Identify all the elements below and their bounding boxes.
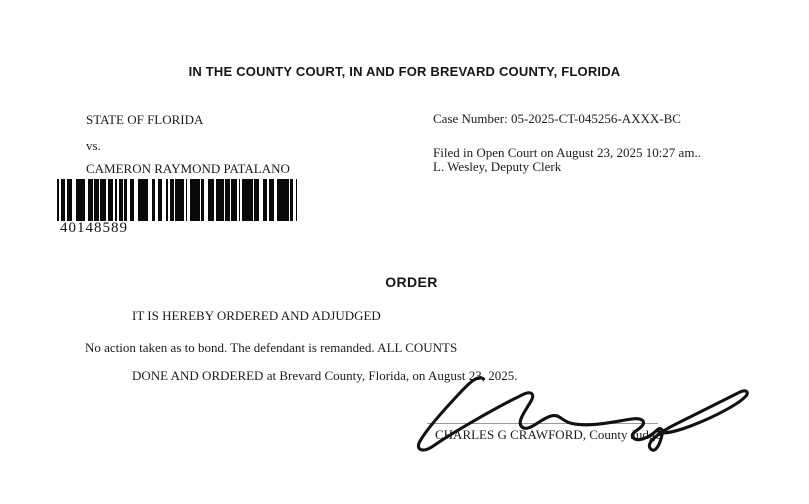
- order-heading: ORDER: [385, 274, 438, 290]
- barcode: [57, 179, 298, 221]
- deputy-clerk-line: L. Wesley, Deputy Clerk: [433, 159, 562, 174]
- page-title: IN THE COUNTY COURT, IN AND FOR BREVARD COUNTY, FLORIDA: [188, 64, 621, 79]
- done-ordered-clause: DONE AND ORDERED at Brevard County, Florida, on August 23, 2025.: [132, 368, 518, 383]
- case-number: Case Number: 05-2025-CT-045256-AXXX-BC: [433, 111, 681, 126]
- signature-line: [427, 423, 658, 424]
- plaintiff-name: STATE OF FLORIDA: [86, 112, 204, 127]
- filed-date-line: Filed in Open Court on August 23, 2025 10:27 am..: [433, 145, 701, 160]
- ordered-adjudged-clause: IT IS HEREBY ORDERED AND ADJUDGED: [132, 308, 381, 323]
- barcode-number: 40148589: [60, 220, 128, 236]
- bond-action-clause: No action taken as to bond. The defendant is remanded. ALL COUNTS: [85, 340, 458, 355]
- defendant-name: CAMERON RAYMOND PATALANO: [86, 161, 290, 176]
- judge-name-title: CHARLES G CRAWFORD, County Judge: [435, 427, 662, 442]
- versus-label: vs.: [86, 138, 101, 153]
